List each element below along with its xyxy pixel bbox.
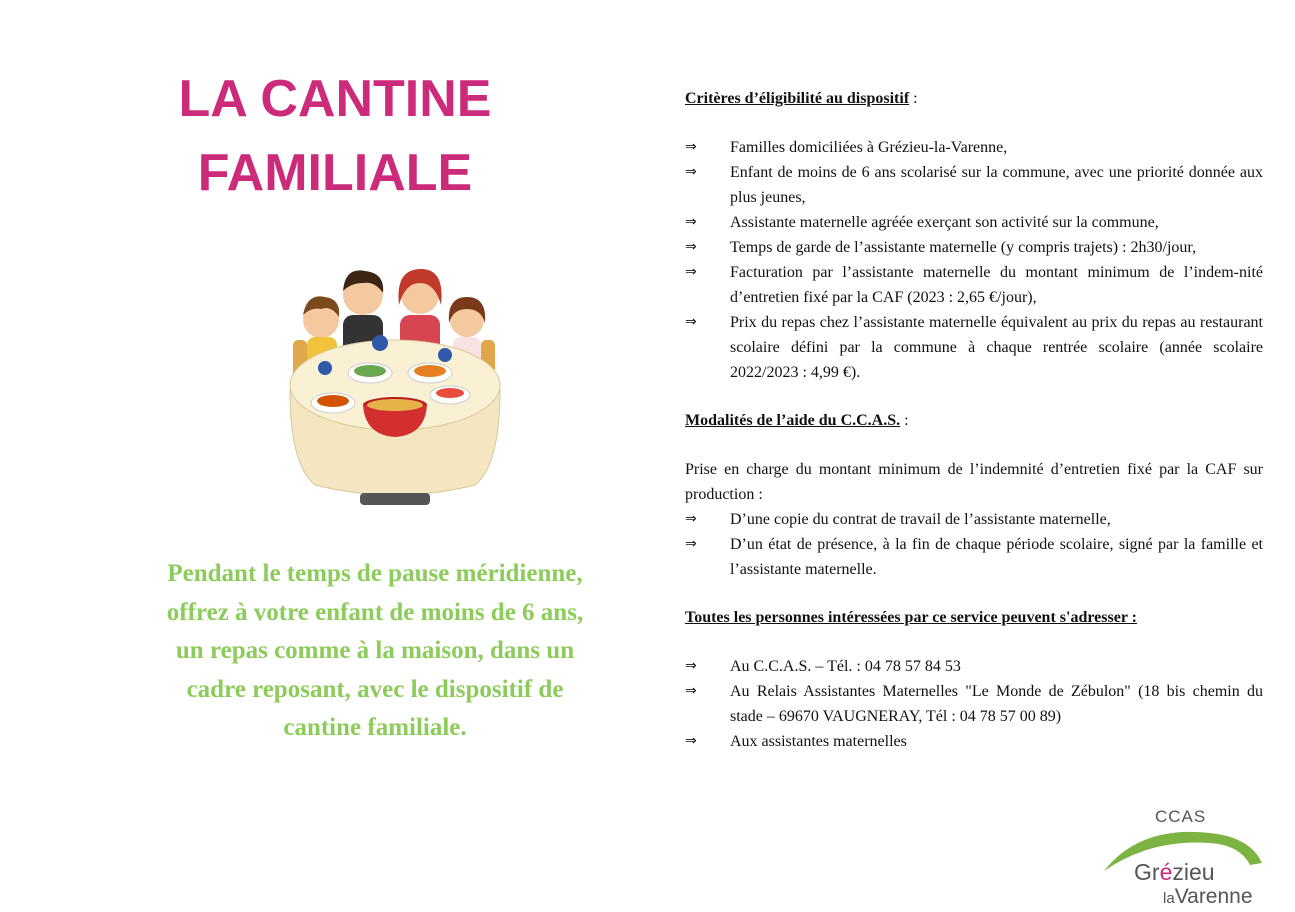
logo-varenne-text: laVarenne (1163, 885, 1253, 908)
list-item: ⇒ Facturation par l’assistante maternelle du montant minimum de l’indem-nité d’entretien fixé par la CAF (2023 : 2,65 €/jour), (685, 260, 1263, 310)
modalites-heading-text: Modalités de l’aide du C.C.A.S. (685, 412, 901, 429)
arrow-icon: ⇒ (685, 683, 697, 699)
modalites-heading (685, 408, 1263, 434)
title-line-1: LA CANTINE (178, 70, 492, 128)
contacts-list (685, 654, 1263, 754)
list-item: ⇒ Au Relais Assistantes Maternelles "Le Monde de Zébulon" (18 bis chemin du stade – 69670 VAUGNERAY, Tél : 04 78 57 00 89) (685, 679, 1263, 729)
list-item: ⇒ Enfant de moins de 6 ans scolarisé sur la commune, avec une priorité donnée aux plus jeunes, (685, 160, 1263, 210)
criteria-heading-text: Critères d’éligibilité au dispositif (685, 90, 910, 107)
arrow-icon: ⇒ (685, 314, 697, 330)
criteria-heading-suffix: : (909, 90, 918, 107)
arrow-icon: ⇒ (685, 139, 697, 155)
arrow-icon: ⇒ (685, 214, 697, 230)
list-item: ⇒ Temps de garde de l’assistante maternelle (y compris trajets) : 2h30/jour, (685, 235, 1263, 260)
contacts-heading-text: Toutes les personnes intéressées par ce service peuvent s'adresser : (685, 609, 1137, 626)
list-item: ⇒ D’une copie du contrat de travail de l’assistante maternelle, (685, 507, 1263, 532)
tagline-line-2: offrez à votre enfant de moins de 6 ans, (166, 598, 584, 626)
page-title (60, 62, 610, 210)
arrow-icon: ⇒ (685, 733, 697, 749)
logo-ccas-text: CCAS (1155, 807, 1207, 826)
modalites-intro: Prise en charge du montant minimum de l’indemnité d’entretien fixé par la CAF sur production : (685, 461, 1263, 503)
modalites-list (685, 507, 1263, 582)
family-dining-illustration (285, 265, 505, 515)
arrow-icon: ⇒ (685, 239, 697, 255)
arrow-icon: ⇒ (685, 511, 697, 527)
contacts-heading (685, 605, 1263, 631)
arrow-icon: ⇒ (685, 164, 697, 180)
tagline-line-5: cantine familiale. (283, 714, 467, 741)
ccas-logo (1100, 805, 1275, 912)
list-item: ⇒ Prix du repas chez l’assistante maternelle équivalent au prix du repas au restaurant scolaire défini par la commune à chaque rentrée scolaire (année scolaire 2022/2023 : 4,99 €). (685, 310, 1263, 385)
criteria-list (685, 135, 1263, 385)
right-column (685, 86, 1263, 754)
tagline (90, 555, 660, 748)
list-item: ⇒ D’un état de présence, à la fin de chaque période scolaire, signé par la famille et l’assistante maternelle. (685, 532, 1263, 582)
title-line-2: FAMILIALE (197, 144, 473, 202)
modalites-heading-suffix: : (900, 412, 909, 429)
arrow-icon: ⇒ (685, 536, 697, 552)
criteria-heading (685, 86, 1263, 112)
logo-grezieu-text: Grézieu (1134, 859, 1215, 885)
tagline-line-3: un repas comme à la maison, dans un (175, 637, 575, 664)
list-item: ⇒ Au C.C.A.S. – Tél. : 04 78 57 84 53 (685, 654, 1263, 679)
list-item: ⇒ Aux assistantes maternelles (685, 729, 1263, 754)
arrow-icon: ⇒ (685, 264, 697, 280)
arrow-icon: ⇒ (685, 658, 697, 674)
tagline-line-4: cadre reposant, avec le dispositif de (186, 675, 564, 703)
tagline-line-1: Pendant le temps de pause méridienne, (167, 560, 583, 587)
list-item: ⇒ Assistante maternelle agréée exerçant son activité sur la commune, (685, 210, 1263, 235)
list-item: ⇒ Familles domiciliées à Grézieu-la-Varenne, (685, 135, 1263, 160)
